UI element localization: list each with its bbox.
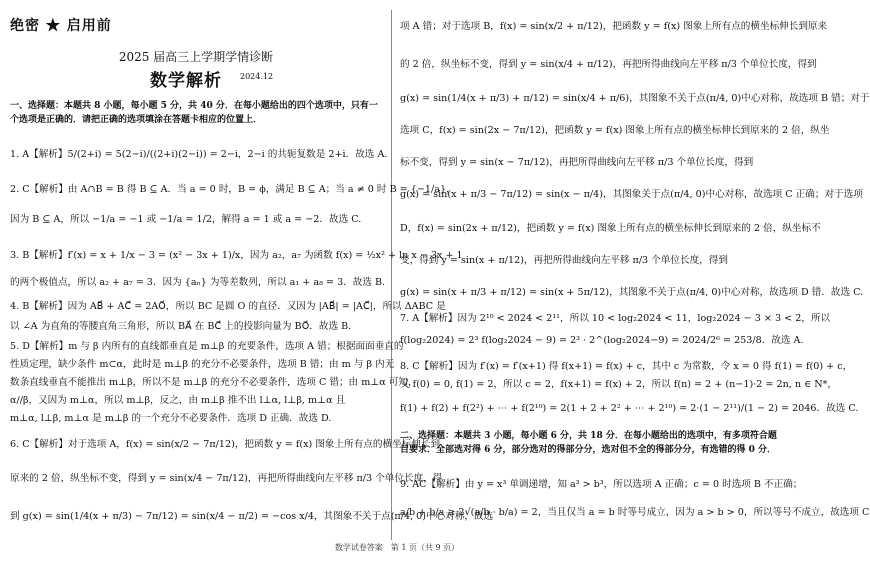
answer-1: 1. A【解析】5/(2+i) = 5(2−i)/((2+i)(2−i)) = 2−i，2−i 的共轭复数是 2+i．故选 A. [10, 149, 388, 160]
left-column [10, 0, 494, 540]
answer-5-line-3: 数条直线垂直不能推出 m⊥β，所以不是 m⊥β 的充分不必要条件，选项 C 错；由 m⊥α 可知， [10, 377, 418, 388]
answer-7-line-1: 7. A【解析】因为 2¹⁰ < 2024 < 2¹¹，所以 10 < log₂2024 < 11，log₂2024 − 3 × 3 < 2，所以 [400, 313, 831, 324]
answer-6-line-1: 6. C【解析】对于选项 A，f(x) = sin(x/2 − 7π/12)，把函数 y = f(x) 图象上所有点的横坐标伸长到 [10, 439, 441, 450]
answer-6-line-7: 选项 C，f(x) = sin(2x − 7π/12)，把函数 y = f(x) 图象上所有点的横坐标伸长到原来的 2 倍，纵坐 [400, 125, 830, 136]
exam-date: 2024.12 [240, 72, 274, 81]
answer-3-line-2: 的两个极值点，所以 a₂ + a₇ = 3．因为 {aₙ} 为等差数列，所以 a₁ + a₈ = 3．故选 B. [10, 277, 386, 288]
exam-title: 2025 届高三上学期学情诊断 [118, 50, 274, 64]
answer-9-line-1: 9. AC【解析】由 y = x³ 单调递增，知 a³ > b³，所以选项 A 正确；c = 0 时选项 B 不正确； [400, 479, 803, 490]
answer-5-line-5: m⊥α, l⊥β, m⊥α 是 m⊥β 的一个充分不必要条件．选项 D 正确．故选 D. [10, 413, 332, 424]
answer-6-line-5: 的 2 倍，纵坐标不变，得到 y = sin(x/4 + π/12)，再把所得曲线向左平移 π/3 个单位长度，得到 [400, 59, 817, 70]
answer-6-line-4: 项 A 错；对于选项 B，f(x) = sin(x/2 + π/12)，把函数 y = f(x) 图象上所有点的横坐标伸长到原来 [400, 21, 828, 32]
subject-title: 数学解析 [150, 71, 222, 91]
page-footer: 数学试卷答案 第 1 页（共 9 页） [334, 543, 460, 552]
answer-5-line-2: 性质定理，缺少条件 m⊂α，此时是 m⊥β 的充分不必要条件，选项 B 错；由 m 与 β 内无 [10, 359, 395, 370]
top-tag: 绝密 ★ 启用前 [10, 18, 112, 34]
answer-9-line-2: a/b + b/a ≥ 2√(a/b · b/a) = 2，当且仅当 a = b 时等号成立，因为 a > b > 0，所以等号不成立，故选项 C [400, 507, 870, 518]
answer-6-line-12: g(x) = sin(x + π/3 + π/12) = sin(x + 5π/12)，其图象不关于点(π/4, 0)中心对称，故选项 D 错．故选 C. [400, 287, 864, 298]
answer-8-line-1: 8. C【解析】因为 f′(x) = f′(x+1) 得 f(x+1) = f(x) + c，其中 c 为常数，令 x = 0 得 f(1) = f(0) + c， [400, 361, 853, 372]
answer-4-line-1: 4. B【解析】因为 AB⃗ + AC⃗ = 2AO⃗，所以 BC 是圆 O 的直径．又因为 |AB⃗| = |AC⃗|，所以 ΔABC 是 [10, 301, 446, 312]
answer-8-line-3: f(1) + f(2) + f(2²) + ⋯ + f(2¹⁰) = 2(1 + 2 + 2² + ⋯ + 2¹⁰) = 2·(1 − 2¹¹)/(1 − 2) = 2046．故选 C. [400, 403, 859, 414]
answer-8-line-2: 又 f(0) = 0, f(1) = 2，所以 c = 2，f(x+1) = f(x) + 2，所以 f(n) = 2 + (n−1)·2 = 2n, n ∈ N*， [400, 379, 838, 390]
section-2-heading: 二、选择题：本题共 3 小题，每小题 6 分，共 18 分．在每小题给出的选项中，有多项符合题目要求．全部选对得 6 分，部分选对的得部分分，选对但不全的得部分分，有选错的得 0 分． [400, 431, 777, 455]
answer-6-line-3: 到 g(x) = sin(1/4(x + π/3) − 7π/12) = sin(x/4 − π/2) = −cos x/4，其图象不关于点(π/4, 0)中心对称，故选 [10, 511, 494, 522]
right-column [400, 0, 870, 540]
answer-6-line-8: 标不变，得到 y = sin(x − 7π/12)，再把所得曲线向左平移 π/3 个单位长度，得到 [400, 157, 754, 168]
answer-5-line-1: 5. D【解析】m 与 β 内所有的直线都垂直是 m⊥β 的充要条件，选项 A 错；根据面面垂直的 [10, 341, 404, 352]
column-divider [391, 10, 392, 540]
answer-6-line-6: g(x) = sin(1/4(x + π/3) + π/12) = sin(x/4 + π/6)，其图象不关于点(π/4, 0)中心对称，故选项 B 错；对于 [400, 93, 870, 104]
section-1-heading: 一、选择题：本题共 8 小题，每小题 5 分，共 40 分．在每小题给出的四个选项中，只有一个选项是正确的．请把正确的选项填涂在答题卡相应的位置上． [10, 101, 378, 125]
answer-2-line-2: 因为 B ⊆ A，所以 −1/a = −1 或 −1/a = 1/2，解得 a = 1 或 a = −2．故选 C. [10, 214, 362, 225]
answer-6-line-2: 原来的 2 倍，纵坐标不变，得到 y = sin(x/4 − 7π/12)，再把所得曲线向左平移 π/3 个单位长度，得 [10, 473, 443, 484]
answer-6-line-9: g(x) = sin(x + π/3 − 7π/12) = sin(x − π/4)，其图象关于点(π/4, 0)中心对称，故选项 C 正确；对于选项 [400, 189, 863, 200]
answer-3-line-1: 3. B【解析】f′(x) = x + 1/x − 3 = (x² − 3x + 1)/x，因为 a₂，a₇ 为函数 f(x) = ½x² + ln x − 3x + 1 [10, 250, 463, 261]
answer-5-line-4: α//β，又因为 m⊥α，所以 m⊥β，反之，由 m⊥β 推不出 l⊥α, l⊥β, m⊥α 且 [10, 395, 346, 406]
answer-6-line-11: 变，得到 y = sin(x + π/12)，再把所得曲线向左平移 π/3 个单位长度，得到 [400, 255, 728, 266]
answer-7-line-2: f(log₂2024) = 2³ f(log₂2024 − 9) = 2³ · 2^(log₂2024−9) = 2024/2⁶ = 253/8．故选 A. [400, 335, 804, 346]
answer-4-line-2: 以 ∠A 为直角的等腰直角三角形，所以 BA⃗ 在 BC⃗ 上的投影向量为 BO⃗．故选 B. [10, 321, 352, 332]
answer-6-line-10: D，f(x) = sin(2x + π/12)，把函数 y = f(x) 图象上所有点的横坐标伸长到原来的 2 倍，纵坐标不 [400, 223, 821, 234]
answer-2-line-1: 2. C【解析】由 A∩B = B 得 B ⊆ A．当 a = 0 时，B = ϕ，满足 B ⊆ A；当 a ≠ 0 时 B = {−1/a}， [10, 184, 456, 195]
